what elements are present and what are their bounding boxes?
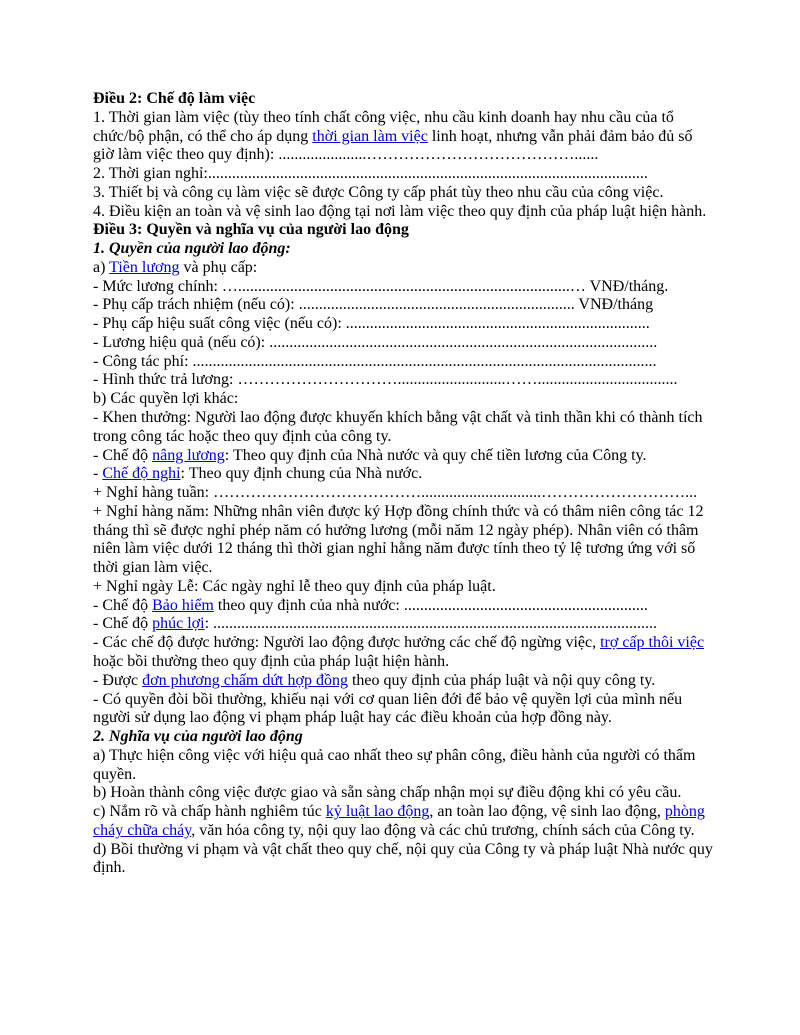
text-run: c) Nắm rõ và chấp hành nghiêm túc <box>93 803 326 821</box>
hyperlink[interactable]: phòng cháy chữa cháy <box>93 803 705 839</box>
hyperlink[interactable]: nâng lương <box>152 446 225 464</box>
text-run: , văn hóa công ty, nội quy lao động và các chủ trương, chính sách của Công ty. <box>191 821 695 839</box>
text-run: b) Các quyền lợi khác: <box>93 390 239 408</box>
text-run: - Hình thức trả lương: …………………………...........................……................................... <box>93 371 678 389</box>
text-run: theo quy định của nhà nước: ............................................................. <box>213 596 648 614</box>
paragraph <box>93 165 717 184</box>
paragraph <box>93 371 717 390</box>
text-run: + Nghỉ ngày Lễ: Các ngày nghỉ lễ theo quy định của pháp luật. <box>93 577 496 595</box>
paragraph <box>93 296 717 315</box>
paragraph <box>93 503 717 578</box>
document-body <box>93 90 717 878</box>
text-run: - Chế độ <box>93 446 153 464</box>
text-run: - Mức lương chính: …...................................................................................… VNĐ/tháng. <box>93 277 669 295</box>
text-run: - <box>93 465 103 483</box>
section-heading <box>93 221 717 240</box>
text-run: 3. Thiết bị và công cụ làm việc sẽ được Công ty cấp phát tùy theo nhu cầu của công việc. <box>93 183 664 201</box>
paragraph <box>93 691 717 729</box>
hyperlink[interactable]: Tiền lương <box>109 258 180 276</box>
hyperlink[interactable]: phúc lợi <box>152 615 205 633</box>
paragraph <box>93 841 717 879</box>
hyperlink[interactable]: thời gian làm việc <box>312 127 428 145</box>
paragraph <box>93 447 717 466</box>
text-run: : Theo quy định chung của Nhà nước. <box>180 465 423 483</box>
text-run: + Nghỉ hàng tuần: …………………………………..............................………………………... <box>93 484 698 502</box>
hyperlink[interactable]: đơn phương chấm dứt hợp đồng <box>142 671 348 689</box>
paragraph <box>93 259 717 278</box>
text-run: 4. Điều kiện an toàn và vệ sinh lao động tại nơi làm việc theo quy định của pháp luật hiện hành. <box>93 202 707 220</box>
text-run: - Khen thưởng: Người lao động được khuyến khích bằng vật chất và tinh thần khi có thành tích trong công tác hoặc theo quy định của công ty. <box>93 409 703 445</box>
paragraph <box>93 597 717 616</box>
paragraph <box>93 353 717 372</box>
hyperlink[interactable]: kỷ luật lao động <box>325 803 430 821</box>
text-run: - Được <box>93 671 143 689</box>
paragraph <box>93 465 717 484</box>
paragraph <box>93 109 717 165</box>
text-run: 1. Quyền của người lao động: <box>93 240 291 258</box>
paragraph <box>93 784 717 803</box>
text-run: Điều 2: Chế độ làm việc <box>93 90 256 107</box>
paragraph <box>93 615 717 634</box>
paragraph <box>93 203 717 222</box>
text-run: - Các chế độ được hưởng: Người lao động được hưởng các chế độ ngừng việc, <box>93 634 601 652</box>
section-heading <box>93 90 717 109</box>
paragraph <box>93 634 717 672</box>
text-run: b) Hoàn thành công việc được giao và sẵn sàng chấp nhận mọi sự điều động khi có yêu cầu. <box>93 784 682 802</box>
hyperlink[interactable]: Bảo hiểm <box>152 596 214 614</box>
paragraph <box>93 334 717 353</box>
text-run: - Phụ cấp hiệu suất công việc (nếu có): ............................................................................ <box>93 315 650 333</box>
text-run: Điều 3: Quyền và nghĩa vụ của người lao động <box>93 221 409 239</box>
text-run: 1. Thời gian làm việc (tùy theo tính chất công việc, nhu cầu kinh doanh hay nhu cầu của tổ chức/bộ phận, có thể cho áp dụng <box>93 108 674 145</box>
paragraph <box>93 578 717 597</box>
text-run: + Nghỉ hàng năm: Những nhân viên được ký Hợp đồng chính thức và có thâm niên công tác 12 tháng thì sẽ được nghỉ phép năm có hưởng lương (mỗi năm 12 ngày phép). Nhân viên có thâm niên làm việc dưới 12 tháng thì thời gian nghỉ hằng năm được tính theo tỷ lệ tương ứng với số thời gian làm việc. <box>93 502 704 577</box>
paragraph <box>93 409 717 447</box>
text-run: a) <box>93 258 110 276</box>
text-run: a) Thực hiện công việc với hiệu quả cao nhất theo sự phân công, điều hành của người có thẩm quyền. <box>93 746 696 783</box>
text-run: : Theo quy định của Nhà nước và quy chế tiền lương của Công ty. <box>224 446 647 464</box>
text-run: hoặc bồi thường theo quy định của pháp luật hiện hành. <box>93 652 450 670</box>
text-run: và phụ cấp: <box>179 258 258 276</box>
hyperlink[interactable]: Chế độ nghỉ <box>102 465 181 483</box>
paragraph <box>93 747 717 785</box>
text-run: linh hoạt, nhưng vẫn phải đảm bảo đủ số giờ làm việc theo quy định): ......................…………………………………...... <box>93 127 693 164</box>
paragraph <box>93 278 717 297</box>
text-run: - Lương hiệu quả (nếu có): ................................................................................................. <box>93 333 658 351</box>
text-run: - Chế độ <box>93 596 153 614</box>
paragraph <box>93 390 717 409</box>
text-run: - Có quyền đòi bồi thường, khiếu nại với cơ quan liên đới để bảo vệ quyền lợi của mình nếu người sử dụng lao động vi phạm pháp luật hay các điều khoản của hợp đồng này. <box>93 690 683 727</box>
paragraph <box>93 484 717 503</box>
paragraph <box>93 672 717 691</box>
text-run: 2. Thời gian nghỉ:.............................................................................................................. <box>93 165 648 183</box>
paragraph <box>93 803 717 841</box>
subsection-heading <box>93 240 717 259</box>
paragraph <box>93 315 717 334</box>
text-run: : ............................................................................................................... <box>204 615 658 633</box>
text-run: - Công tác phí: .................................................................................................................... <box>93 352 657 370</box>
subsection-heading <box>93 728 717 747</box>
text-run: 2. Nghĩa vụ của người lao động <box>93 728 303 746</box>
text-run: theo quy định của pháp luật và nội quy công ty. <box>347 671 656 689</box>
hyperlink[interactable]: trợ cấp thôi việc <box>600 634 705 652</box>
text-run: - Phụ cấp trách nhiệm (nếu có): ..................................................................... VNĐ/tháng <box>93 296 654 314</box>
text-run: , an toàn lao động, vệ sinh lao động, <box>429 803 665 821</box>
text-run: d) Bồi thường vi phạm và vật chất theo quy chế, nội quy của Công ty và pháp luật Nhà nước quy định. <box>93 840 713 877</box>
paragraph <box>93 184 717 203</box>
text-run: - Chế độ <box>93 615 153 633</box>
